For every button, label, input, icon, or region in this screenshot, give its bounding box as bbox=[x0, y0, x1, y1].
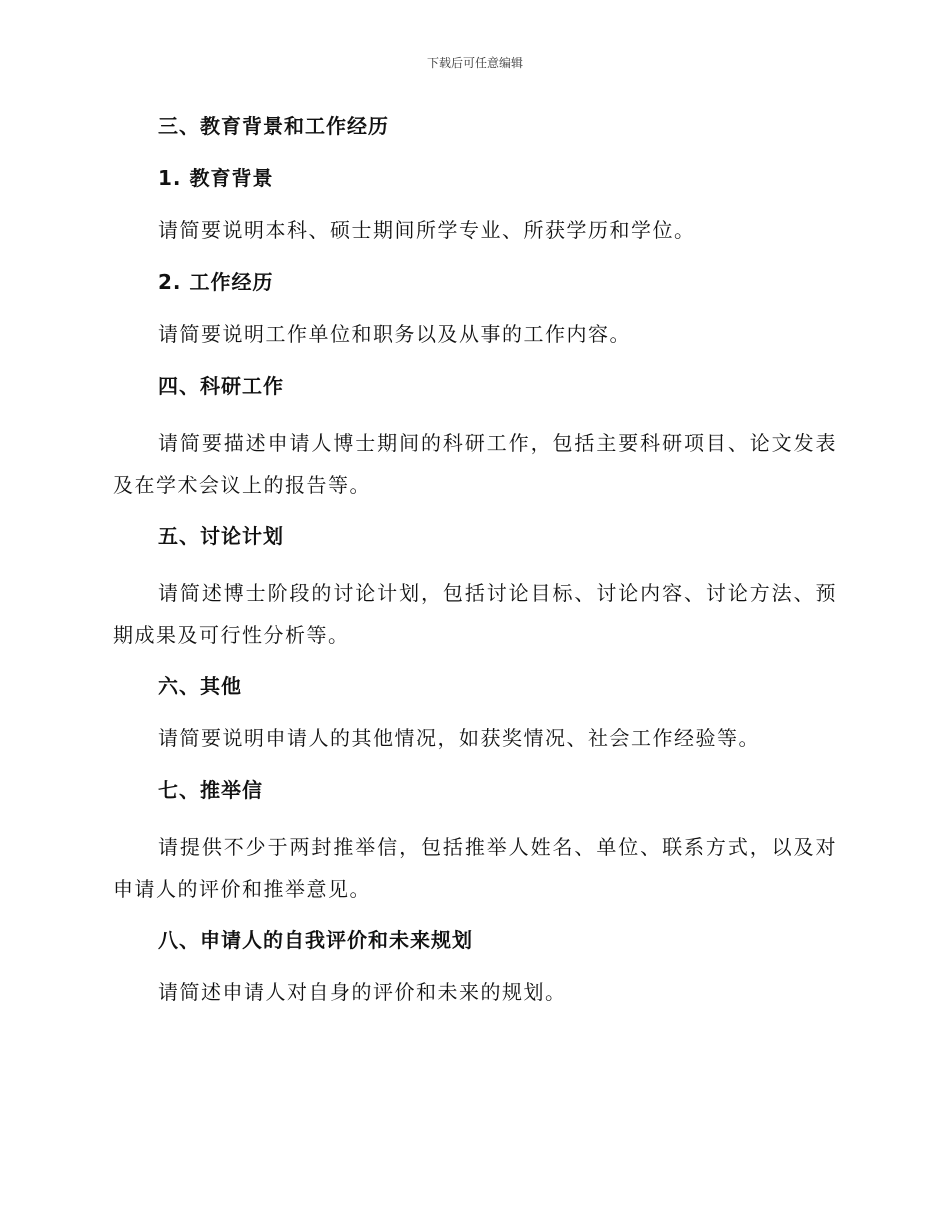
section-body-recommendation: 请提供不少于两封推举信，包括推举人姓名、单位、联系方式，以及对申请人的评价和推举意见。 bbox=[113, 835, 837, 901]
section-body-self-evaluation: 请简述申请人对自身的评价和未来的规划。 bbox=[158, 980, 567, 1004]
section-heading-research: 四、科研工作 bbox=[158, 374, 284, 398]
section-heading-other: 六、其他 bbox=[158, 674, 242, 698]
section-body-research: 请简要描述申请人博士期间的科研工作，包括主要科研项目、论文发表及在学术会议上的报告等。 bbox=[113, 431, 837, 497]
section-heading-recommendation: 七、推举信 bbox=[158, 778, 263, 802]
section-heading-education-work: 三、教育背景和工作经历 bbox=[158, 114, 389, 138]
section-body-work: 请简要说明工作单位和职务以及从事的工作内容。 bbox=[158, 322, 631, 346]
section-body-other: 请简要说明申请人的其他情况，如获奖情况、社会工作经验等。 bbox=[158, 726, 760, 750]
section-heading-plan: 五、讨论计划 bbox=[158, 524, 284, 548]
section-body-education: 请简要说明本科、硕士期间所学专业、所获学历和学位。 bbox=[158, 218, 696, 242]
section-heading-self-evaluation: 八、申请人的自我评价和未来规划 bbox=[158, 928, 473, 952]
page-header: 下载后可任意编辑 bbox=[426, 56, 523, 70]
section-heading-work: 2. 工作经历 bbox=[158, 270, 274, 294]
document-body bbox=[113, 110, 837, 1028]
section-body-plan: 请简述博士阶段的讨论计划，包括讨论目标、讨论内容、讨论方法、预期成果及可行性分析等。 bbox=[113, 581, 837, 647]
section-heading-education: 1. 教育背景 bbox=[158, 166, 274, 190]
